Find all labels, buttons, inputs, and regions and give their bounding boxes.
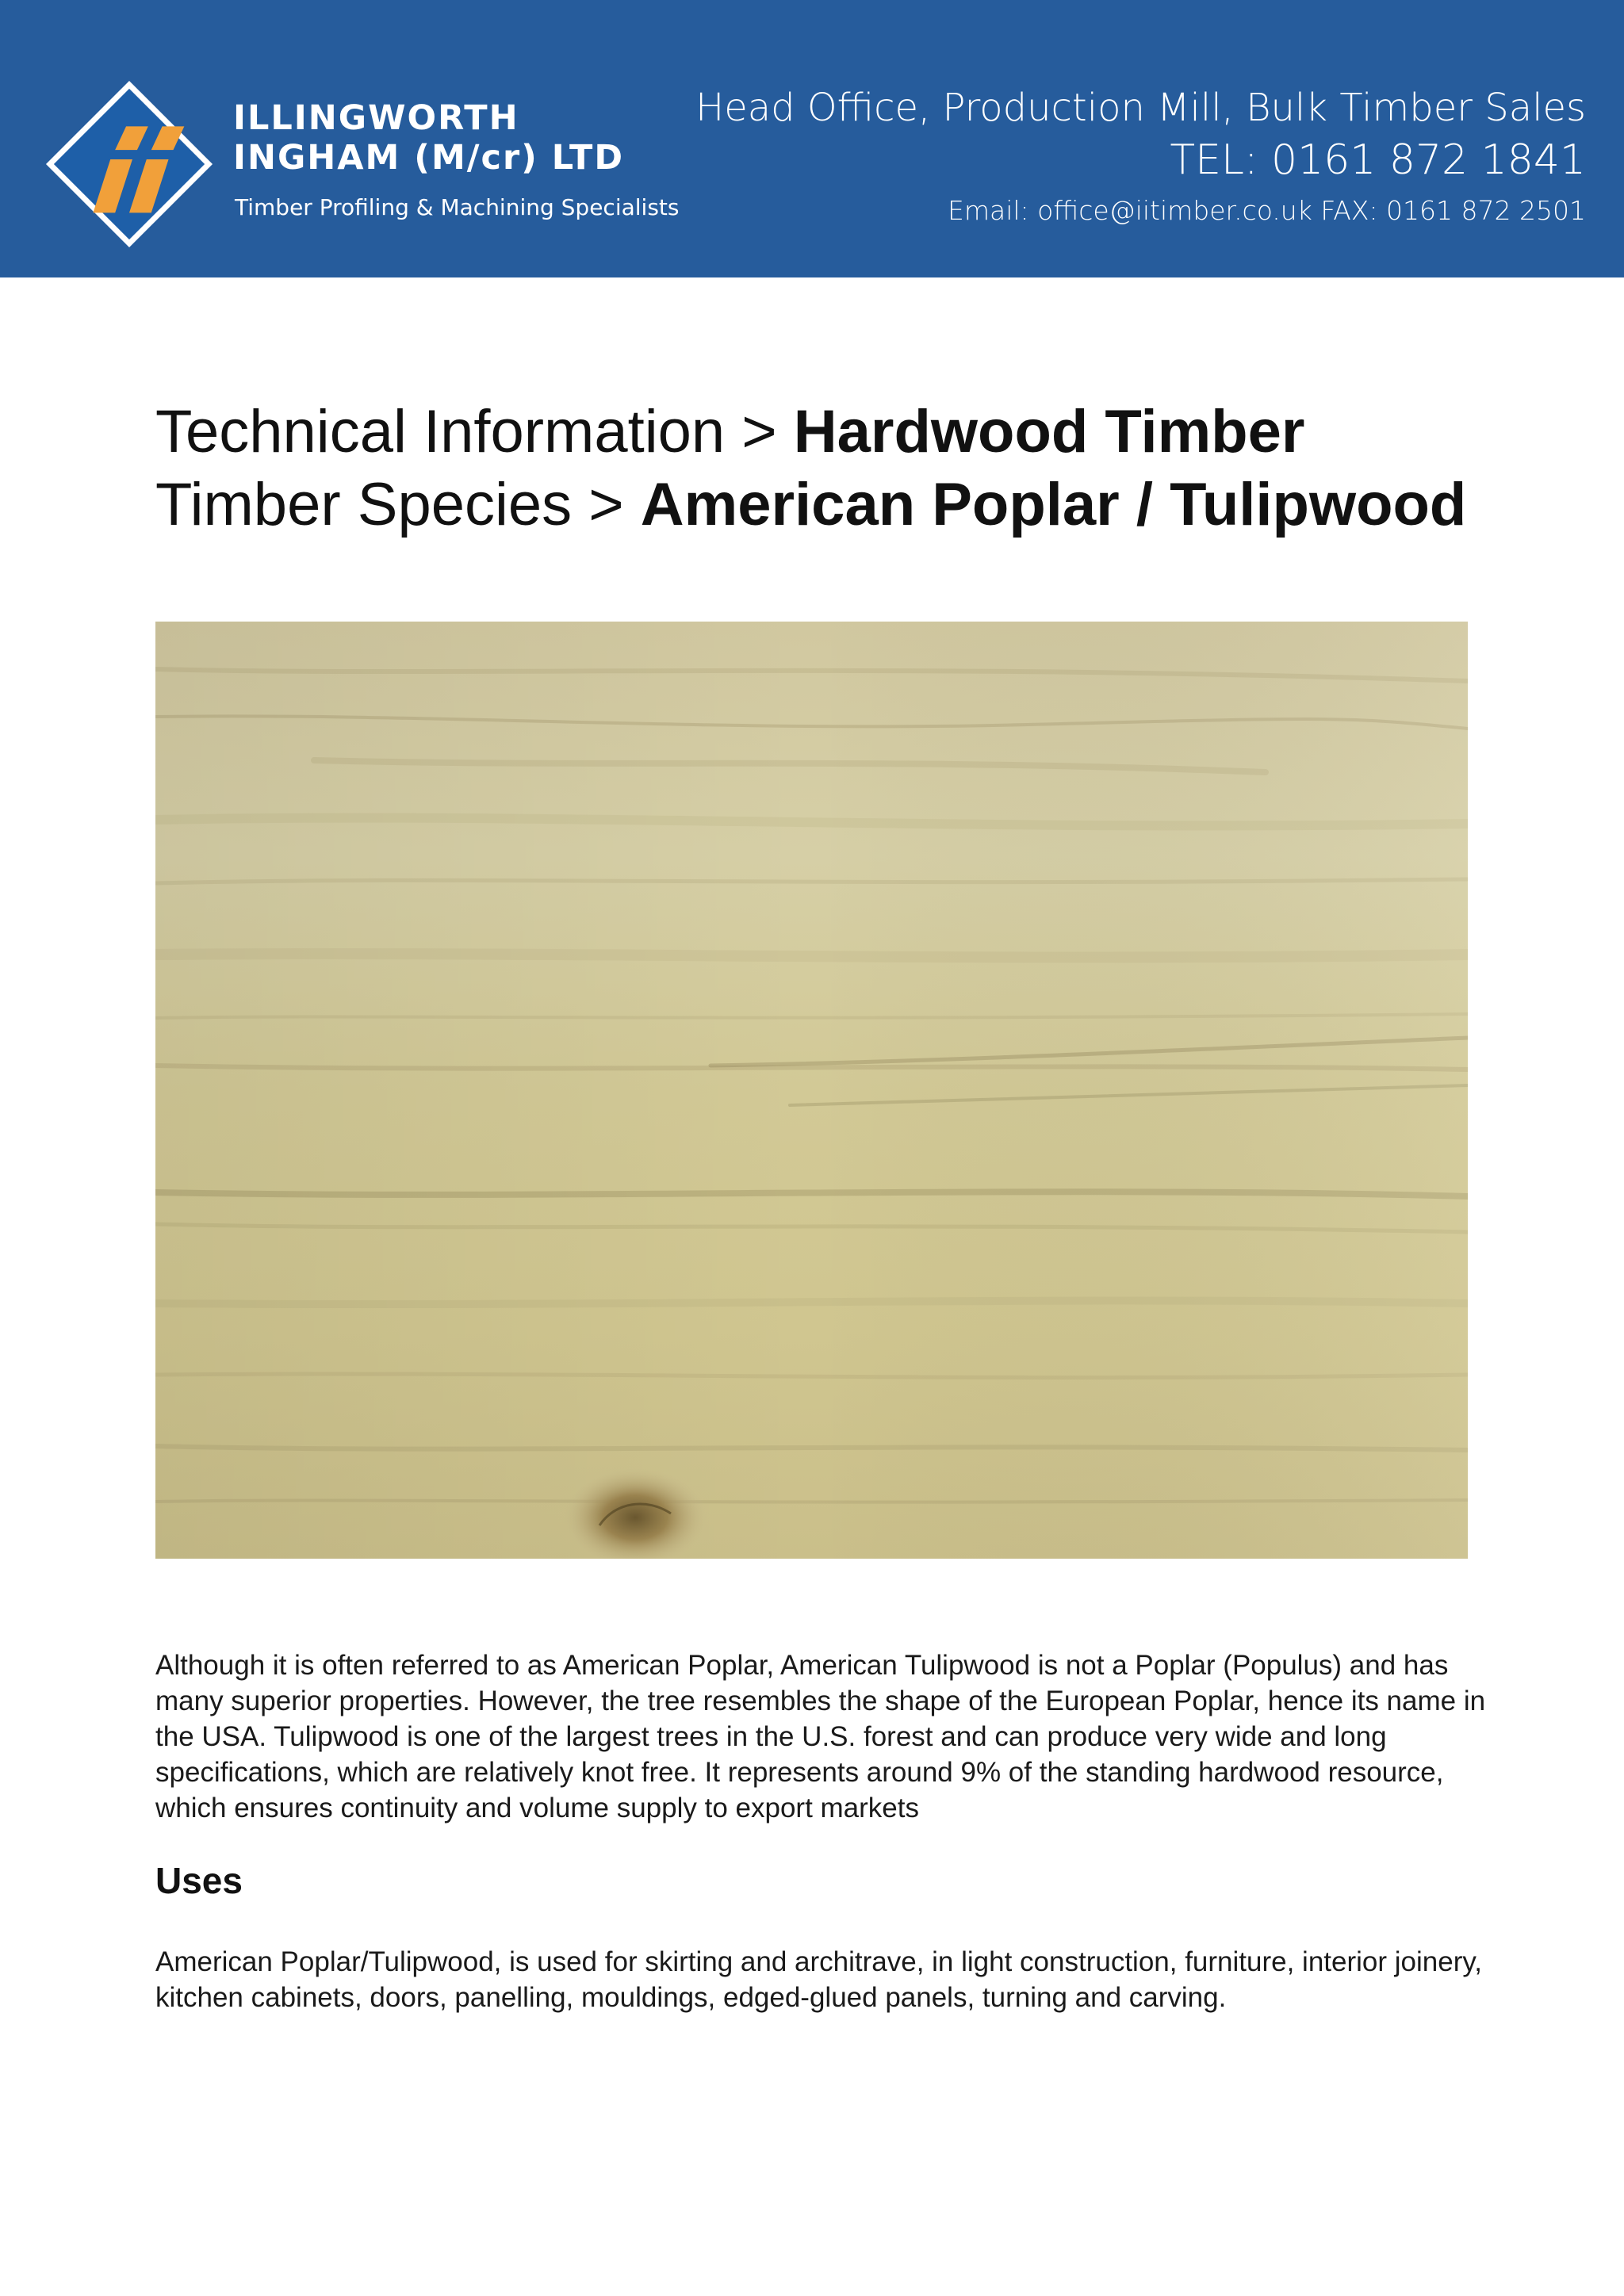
company-name xyxy=(233,98,624,178)
company-name-line2: INGHAM (M/cr) LTD xyxy=(233,138,625,178)
uses-heading: Uses xyxy=(155,1860,243,1901)
email-fax: Email: office@iitimber.co.uk FAX: 0161 872 2501 xyxy=(947,195,1586,226)
intro-paragraph: Although it is often referred to as American Poplar, American Tulipwood is not a Poplar (Populus) and has many superior properties. However, the tree resembles the shape of the European Poplar, hence its name in the USA. Tulipwood is one of the largest trees in the U.S. forest and can produce very wide and long specifications, which are relatively knot free. It represents around 9% of the standing hardwood resource, which ensures continuity and volume supply to export markets xyxy=(155,1650,1486,1823)
company-name-line1: ILLINGWORTH xyxy=(233,98,519,138)
breadcrumb-current: Hardwood Timber xyxy=(793,398,1305,465)
office-info: Head Office, Production Mill, Bulk Timber Sales xyxy=(695,86,1586,130)
wood-sample-image xyxy=(155,622,1468,1559)
breadcrumb-prefix: Timber Species > xyxy=(155,471,641,538)
uses-paragraph: American Poplar/Tulipwood, is used for skirting and architrave, in light construction, furniture, interior joinery, kitchen cabinets, doors, panelling, mouldings, edged-glued panels, turning and carving. xyxy=(155,1946,1482,2013)
breadcrumb-prefix: Technical Information > xyxy=(155,398,794,465)
company-logo-icon xyxy=(43,78,216,251)
page-header xyxy=(0,0,1624,277)
company-tagline: Timber Profiling & Machining Specialists xyxy=(235,194,680,220)
breadcrumb-current: American Poplar / Tulipwood xyxy=(640,471,1467,538)
breadcrumb-timber-species xyxy=(155,469,1466,541)
telephone: TEL: 0161 872 1841 xyxy=(1170,136,1586,184)
breadcrumb-technical-information xyxy=(155,396,1304,468)
